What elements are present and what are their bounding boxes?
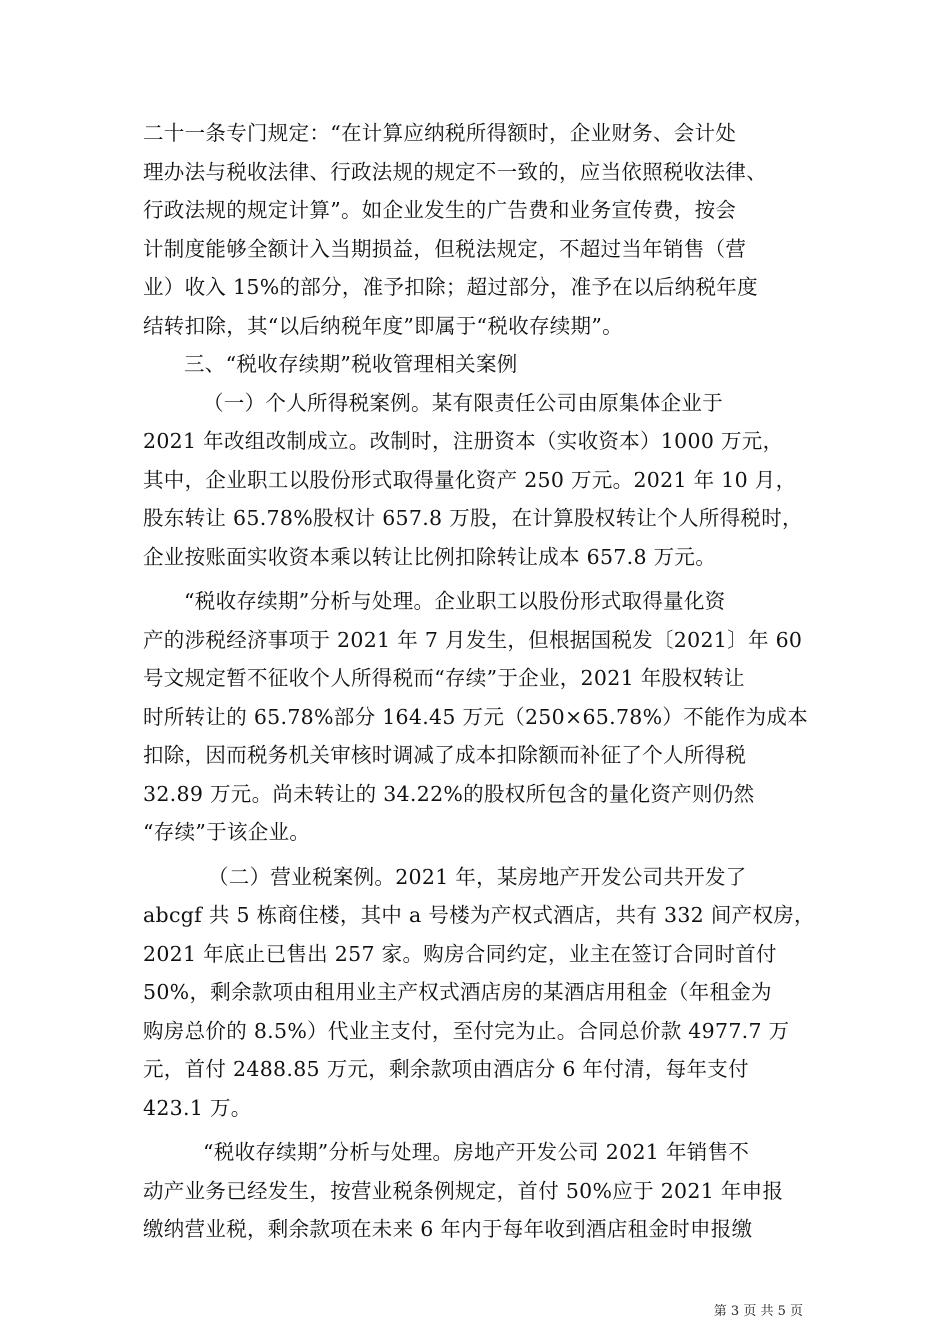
text-line: 结转扣除，其“以后纳税年度”即属于“税收存续期”。 [143,313,623,338]
text-line: 2021 年改组改制成立。改制时，注册资本（实收资本）1000 万元， [143,429,784,453]
section-heading: 三、“税收存续期”税收管理相关案例 [184,352,518,376]
text-line: 业）收入 15%的部分，准予扣除；超过部分，准予在以后纳税年度 [143,275,758,299]
text-line: 其中，企业职工以股份形式取得量化资产 250 万元。2021 年 10 月， [143,467,797,492]
text-line: 股东转让 65.78%股权计 657.8 万股，在计算股权转让个人所得税时， [143,506,803,530]
text-line: abcgf 共 5 栋商住楼，其中 a 号楼为产权式酒店，共有 332 间产权房， [143,903,815,927]
page-number-footer: 第 3 页 共 5 页 [713,1304,803,1319]
text-line: 企业按账面实收资本乘以转让比例扣除转让成本 657.8 万元。 [143,544,717,569]
case-heading-line: （一）个人所得税案例。某有限责任公司由原集体企业于 [203,390,723,415]
text-line: 元，首付 2488.85 万元，剩余款项由酒店分 6 年付清，每年支付 [143,1057,749,1081]
paragraph-start-line: “税收存续期”分析与处理。房地产开发公司 2021 年销售不 [203,1140,750,1164]
text-line: 号文规定暂不征收个人所得税而“存续”于企业，2021 年股权转让 [143,666,745,690]
document-body [143,114,815,1249]
case-heading-line: （二）营业税案例。2021 年，某房地产开发公司共开发了 [208,864,747,889]
text-line: 50%，剩余款项由租用业主产权式酒店房的某酒店用租金（年租金为 [143,980,772,1004]
text-line: 动产业务已经发生，按营业税条例规定，首付 50%应于 2021 年申报 [143,1178,784,1203]
text-line: 二十一条专门规定：“在计算应纳税所得额时，企业财务、会计处 [143,121,737,145]
text-line: 扣除，因而税务机关审核时调减了成本扣除额而补征了个人所得税 [143,743,747,767]
text-line: 缴纳营业税，剩余款项在未来 6 年内于每年收到酒店租金时申报缴 [143,1217,753,1241]
text-line: 产的涉税经济事项于 2021 年 7 月发生，但根据国税发〔2021〕年 60 [143,627,803,652]
text-line: 32.89 万元。尚未转让的 34.22%的股权所包含的量化资产则仍然 [143,781,755,806]
text-line: 423.1 万。 [143,1095,252,1120]
text-line: 行政法规的规定计算”。如企业发生的广告费和业务宣传费，按会 [143,198,737,222]
text-line: 计制度能够全额计入当期损益，但税法规定，不超过当年销售（营 [143,236,747,261]
text-line: 时所转让的 65.78%部分 164.45 万元（250×65.78%）不能作为成本 [143,704,809,729]
text-line: 购房总价的 8.5%）代业主支付，至付完为止。合同总价款 4977.7 万 [143,1018,790,1043]
text-line: 2021 年底止已售出 257 家。购房合同约定，业主在签订合同时首付 [143,941,777,966]
text-line: 理办法与税收法律、行政法规的规定不一致的，应当依照税收法律、 [143,159,767,184]
text-line: “存续”于该企业。 [143,820,311,844]
paragraph-start-line: “税收存续期”分析与处理。企业职工以股份形式取得量化资 [184,589,726,613]
